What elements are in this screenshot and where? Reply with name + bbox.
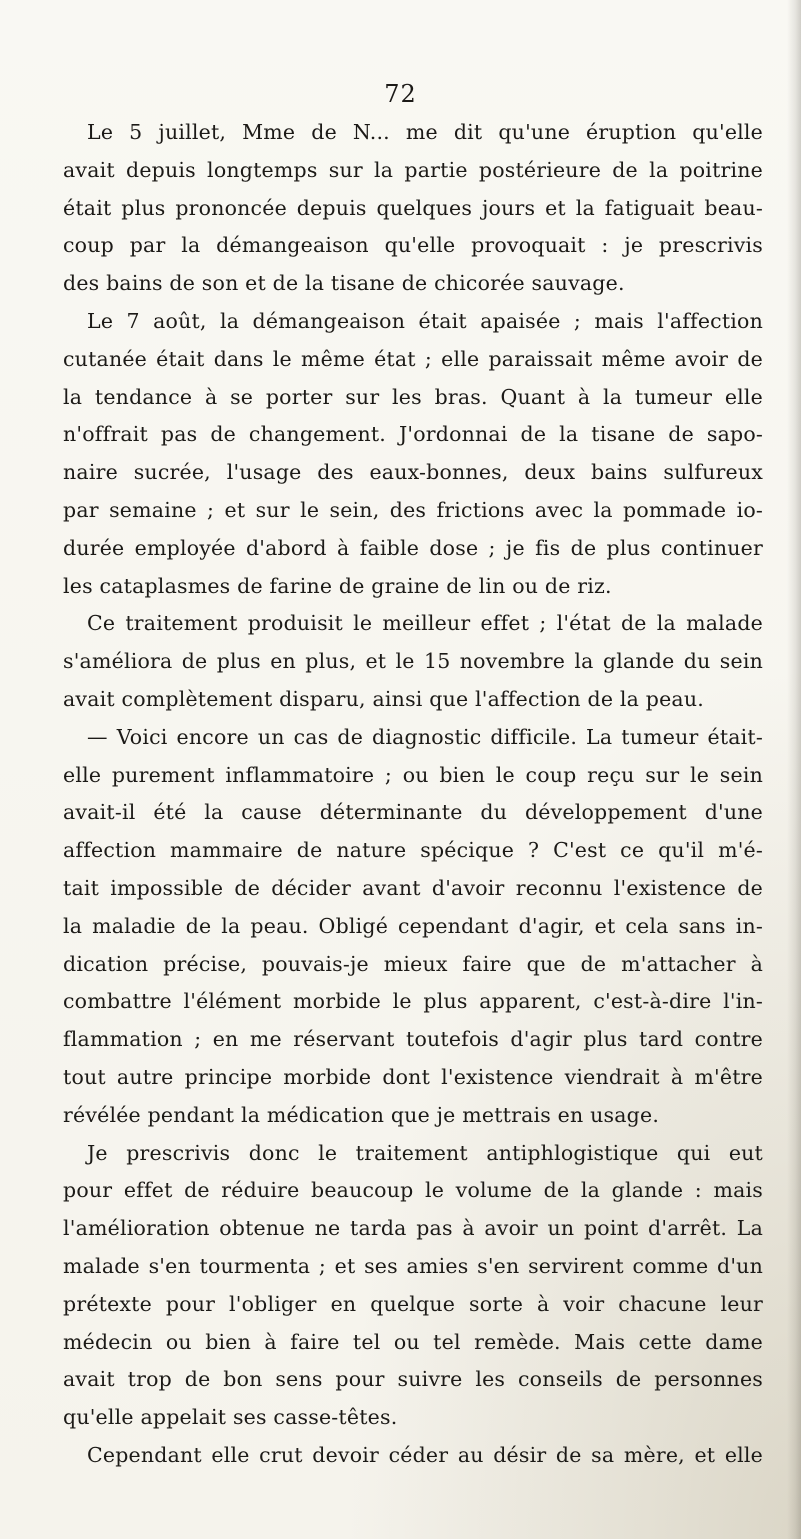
text-line: cutanée était dans le même état ; elle paraissait même avoir de [63,346,763,371]
text-line: Ce traitement produisit le meilleur effet ; l'état de la malade [87,611,763,636]
text-line: les cataplasmes de farine de graine de lin ou de riz. [63,573,612,598]
text-line: tout autre principe morbide dont l'existence viendrait à m'être [63,1064,763,1089]
text-line: affection mammaire de nature spécique ? C'est ce qu'il m'é- [63,838,763,863]
text-line: pour effet de réduire beaucoup le volume de la glande : mais [63,1178,763,1203]
text-line: naire sucrée, l'usage des eaux-bonnes, deux bains sulfureux [63,460,763,485]
text-line: Cependant elle crut devoir céder au désir de sa mère, et elle [87,1442,763,1467]
text-line: avait-il été la cause déterminante du développement d'une [63,800,763,825]
text-line: par semaine ; et sur le sein, des frictions avec la pommade io- [63,497,763,522]
text-line: la tendance à se porter sur les bras. Quant à la tumeur elle [63,384,763,409]
text-line: avait trop de bon sens pour suivre les conseils de personnes [63,1367,763,1392]
text-line: combattre l'élément morbide le plus apparent, c'est-à-dire l'in- [63,989,763,1014]
text-line: révélée pendant la médication que je mettrais en usage. [63,1102,660,1127]
text-line: dication précise, pouvais-je mieux faire que de m'attacher à [63,951,763,976]
text-line: s'améliora de plus en plus, et le 15 novembre la glande du sein [63,649,763,674]
text-line: elle purement inflammatoire ; ou bien le coup reçu sur le sein [63,762,763,787]
text-line: — Voici encore un cas de diagnostic difficile. La tumeur était- [87,724,763,749]
text-line: avait depuis longtemps sur la partie postérieure de la poitrine [63,157,763,182]
text-line: Le 7 août, la démangeaison était apaisée ; mais l'affection [87,308,763,333]
text-line: avait complètement disparu, ainsi que l'affection de la peau. [63,686,704,711]
body-text [63,114,763,1475]
text-line: la maladie de la peau. Obligé cependant d'agir, et cela sans in- [63,913,763,938]
text-line: Le 5 juillet, Mme de N... me dit qu'une éruption qu'elle [87,120,763,144]
page-edge-shadow [787,0,801,1539]
text-line: prétexte pour l'obliger en quelque sorte à voir chacune leur [63,1291,763,1316]
page-number: 72 [384,80,417,108]
text-line: n'offrait pas de changement. J'ordonnai de la tisane de sapo- [63,422,763,447]
text-line: flammation ; en me réservant toutefois d'agir plus tard contre [63,1027,763,1052]
text-line: l'amélioration obtenue ne tarda pas à avoir un point d'arrêt. La [63,1216,763,1241]
text-line: tait impossible de décider avant d'avoir reconnu l'existence de [63,875,763,900]
text-line: coup par la démangeaison qu'elle provoquait : je prescrivis [63,233,763,258]
text-line: Je prescrivis donc le traitement antiphlogistique qui eut [87,1140,763,1165]
text-line: des bains de son et de la tisane de chicorée sauvage. [63,271,625,296]
text-line: qu'elle appelait ses casse-têtes. [63,1405,398,1430]
text-line: était plus prononcée depuis quelques jours et la fatiguait beau- [63,195,763,220]
text-line: malade s'en tourmenta ; et ses amies s'en servirent comme d'un [63,1253,763,1278]
text-line: durée employée d'abord à faible dose ; je fis de plus continuer [63,535,763,560]
text-line: médecin ou bien à faire tel ou tel remède. Mais cette dame [63,1329,763,1354]
